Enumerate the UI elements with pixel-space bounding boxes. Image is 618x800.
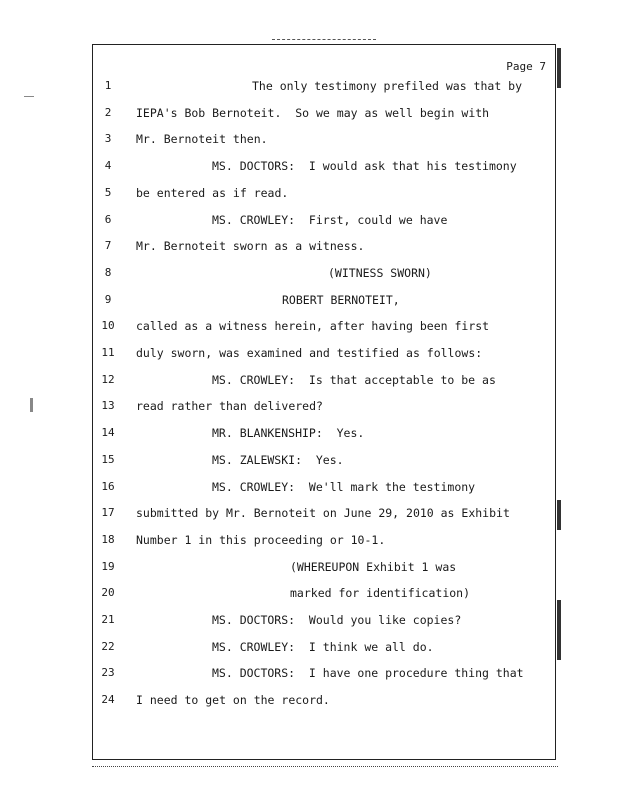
bottom-footer-rule: [92, 766, 558, 771]
right-edge-mark: [557, 600, 561, 660]
line-number: 23: [101, 666, 115, 680]
right-edge-mark: [557, 500, 561, 530]
transcript-line: [0, 399, 618, 419]
line-number: 20: [101, 586, 115, 600]
line-number: 6: [104, 212, 112, 226]
line-number: 12: [101, 372, 115, 386]
transcript-line: [0, 693, 618, 713]
transcript-line: [0, 586, 618, 606]
line-text: MS. CROWLEY: I think we all do.: [212, 639, 434, 654]
transcript-line: [0, 533, 618, 553]
transcript-line: [0, 293, 618, 313]
line-number: 14: [101, 426, 115, 440]
line-text: Mr. Bernoteit then.: [136, 132, 268, 147]
transcript-line: [0, 506, 618, 526]
line-number: 13: [101, 399, 115, 413]
line-text: submitted by Mr. Bernoteit on June 29, 2010 as Exhibit: [136, 506, 510, 521]
transcript-line: [0, 666, 618, 686]
transcript-line: [0, 186, 618, 206]
line-number: 7: [104, 239, 112, 253]
line-number: 11: [101, 346, 115, 359]
left-margin-mark: [30, 398, 33, 412]
line-text: read rather than delivered?: [136, 399, 323, 414]
line-text: MS. DOCTORS: I would ask that his testimony: [212, 159, 517, 174]
top-scan-mark: [272, 39, 376, 43]
line-text: MR. BLANKENSHIP: Yes.: [212, 426, 365, 441]
right-edge-mark: [557, 48, 561, 88]
line-text: MS. CROWLEY: First, could we have: [212, 212, 448, 227]
transcript-line: [0, 213, 618, 233]
line-number: 18: [101, 532, 115, 546]
line-number: 4: [104, 159, 112, 173]
line-text: duly sworn, was examined and testified as follows:: [136, 346, 483, 360]
line-text: (WHEREUPON Exhibit 1 was: [290, 559, 457, 574]
line-number: 1: [104, 79, 112, 92]
transcript-line: [0, 266, 618, 286]
line-text: MS. CROWLEY: We'll mark the testimony: [212, 479, 476, 494]
line-text: The only testimony prefiled was that by: [252, 79, 523, 93]
line-text: IEPA's Bob Bernoteit. So we may as well begin with: [136, 105, 490, 120]
transcript-line: [0, 560, 618, 580]
transcript-line: [0, 132, 618, 152]
line-number: 24: [101, 693, 115, 707]
line-number: 2: [104, 105, 112, 119]
line-number: 5: [104, 185, 112, 199]
transcript-line: [0, 640, 618, 660]
line-number: 3: [104, 132, 112, 146]
line-number: 8: [104, 265, 112, 279]
line-text: Number 1 in this proceeding or 10-1.: [136, 532, 386, 547]
line-number: 15: [101, 452, 115, 466]
line-text: MS. ZALEWSKI: Yes.: [212, 452, 344, 467]
transcript-line: [0, 239, 618, 259]
line-text: MS. CROWLEY: Is that acceptable to be as: [212, 372, 496, 387]
line-text: Mr. Bernoteit sworn as a witness.: [136, 239, 365, 254]
transcript-line: [0, 613, 618, 633]
line-text: MS. DOCTORS: Would you like copies?: [212, 613, 462, 627]
line-text: be entered as if read.: [136, 185, 289, 200]
transcript-line: [0, 319, 618, 339]
transcript-line: [0, 373, 618, 393]
line-number: 19: [101, 559, 115, 573]
line-number: 10: [101, 319, 115, 333]
line-number: 22: [101, 639, 115, 653]
transcript-line: [0, 79, 618, 99]
line-text: called as a witness herein, after having been first: [136, 319, 490, 334]
transcript-line: [0, 426, 618, 446]
transcript-line: [0, 159, 618, 179]
transcript-line: [0, 106, 618, 126]
line-number: 17: [101, 506, 115, 520]
line-text: MS. DOCTORS: I have one procedure thing that: [212, 666, 524, 681]
left-margin-mark: [24, 96, 34, 97]
line-number: 21: [101, 613, 115, 626]
line-number: 9: [104, 292, 112, 306]
page-number: Page 7: [506, 60, 546, 73]
line-text: ROBERT BERNOTEIT,: [282, 292, 400, 307]
line-text: marked for identification): [290, 586, 471, 601]
transcript-line: [0, 453, 618, 473]
line-text: I need to get on the record.: [136, 693, 330, 708]
transcript-line: [0, 480, 618, 500]
line-number: 16: [101, 479, 115, 493]
transcript-line: [0, 346, 618, 366]
line-text: (WITNESS SWORN): [328, 265, 432, 280]
